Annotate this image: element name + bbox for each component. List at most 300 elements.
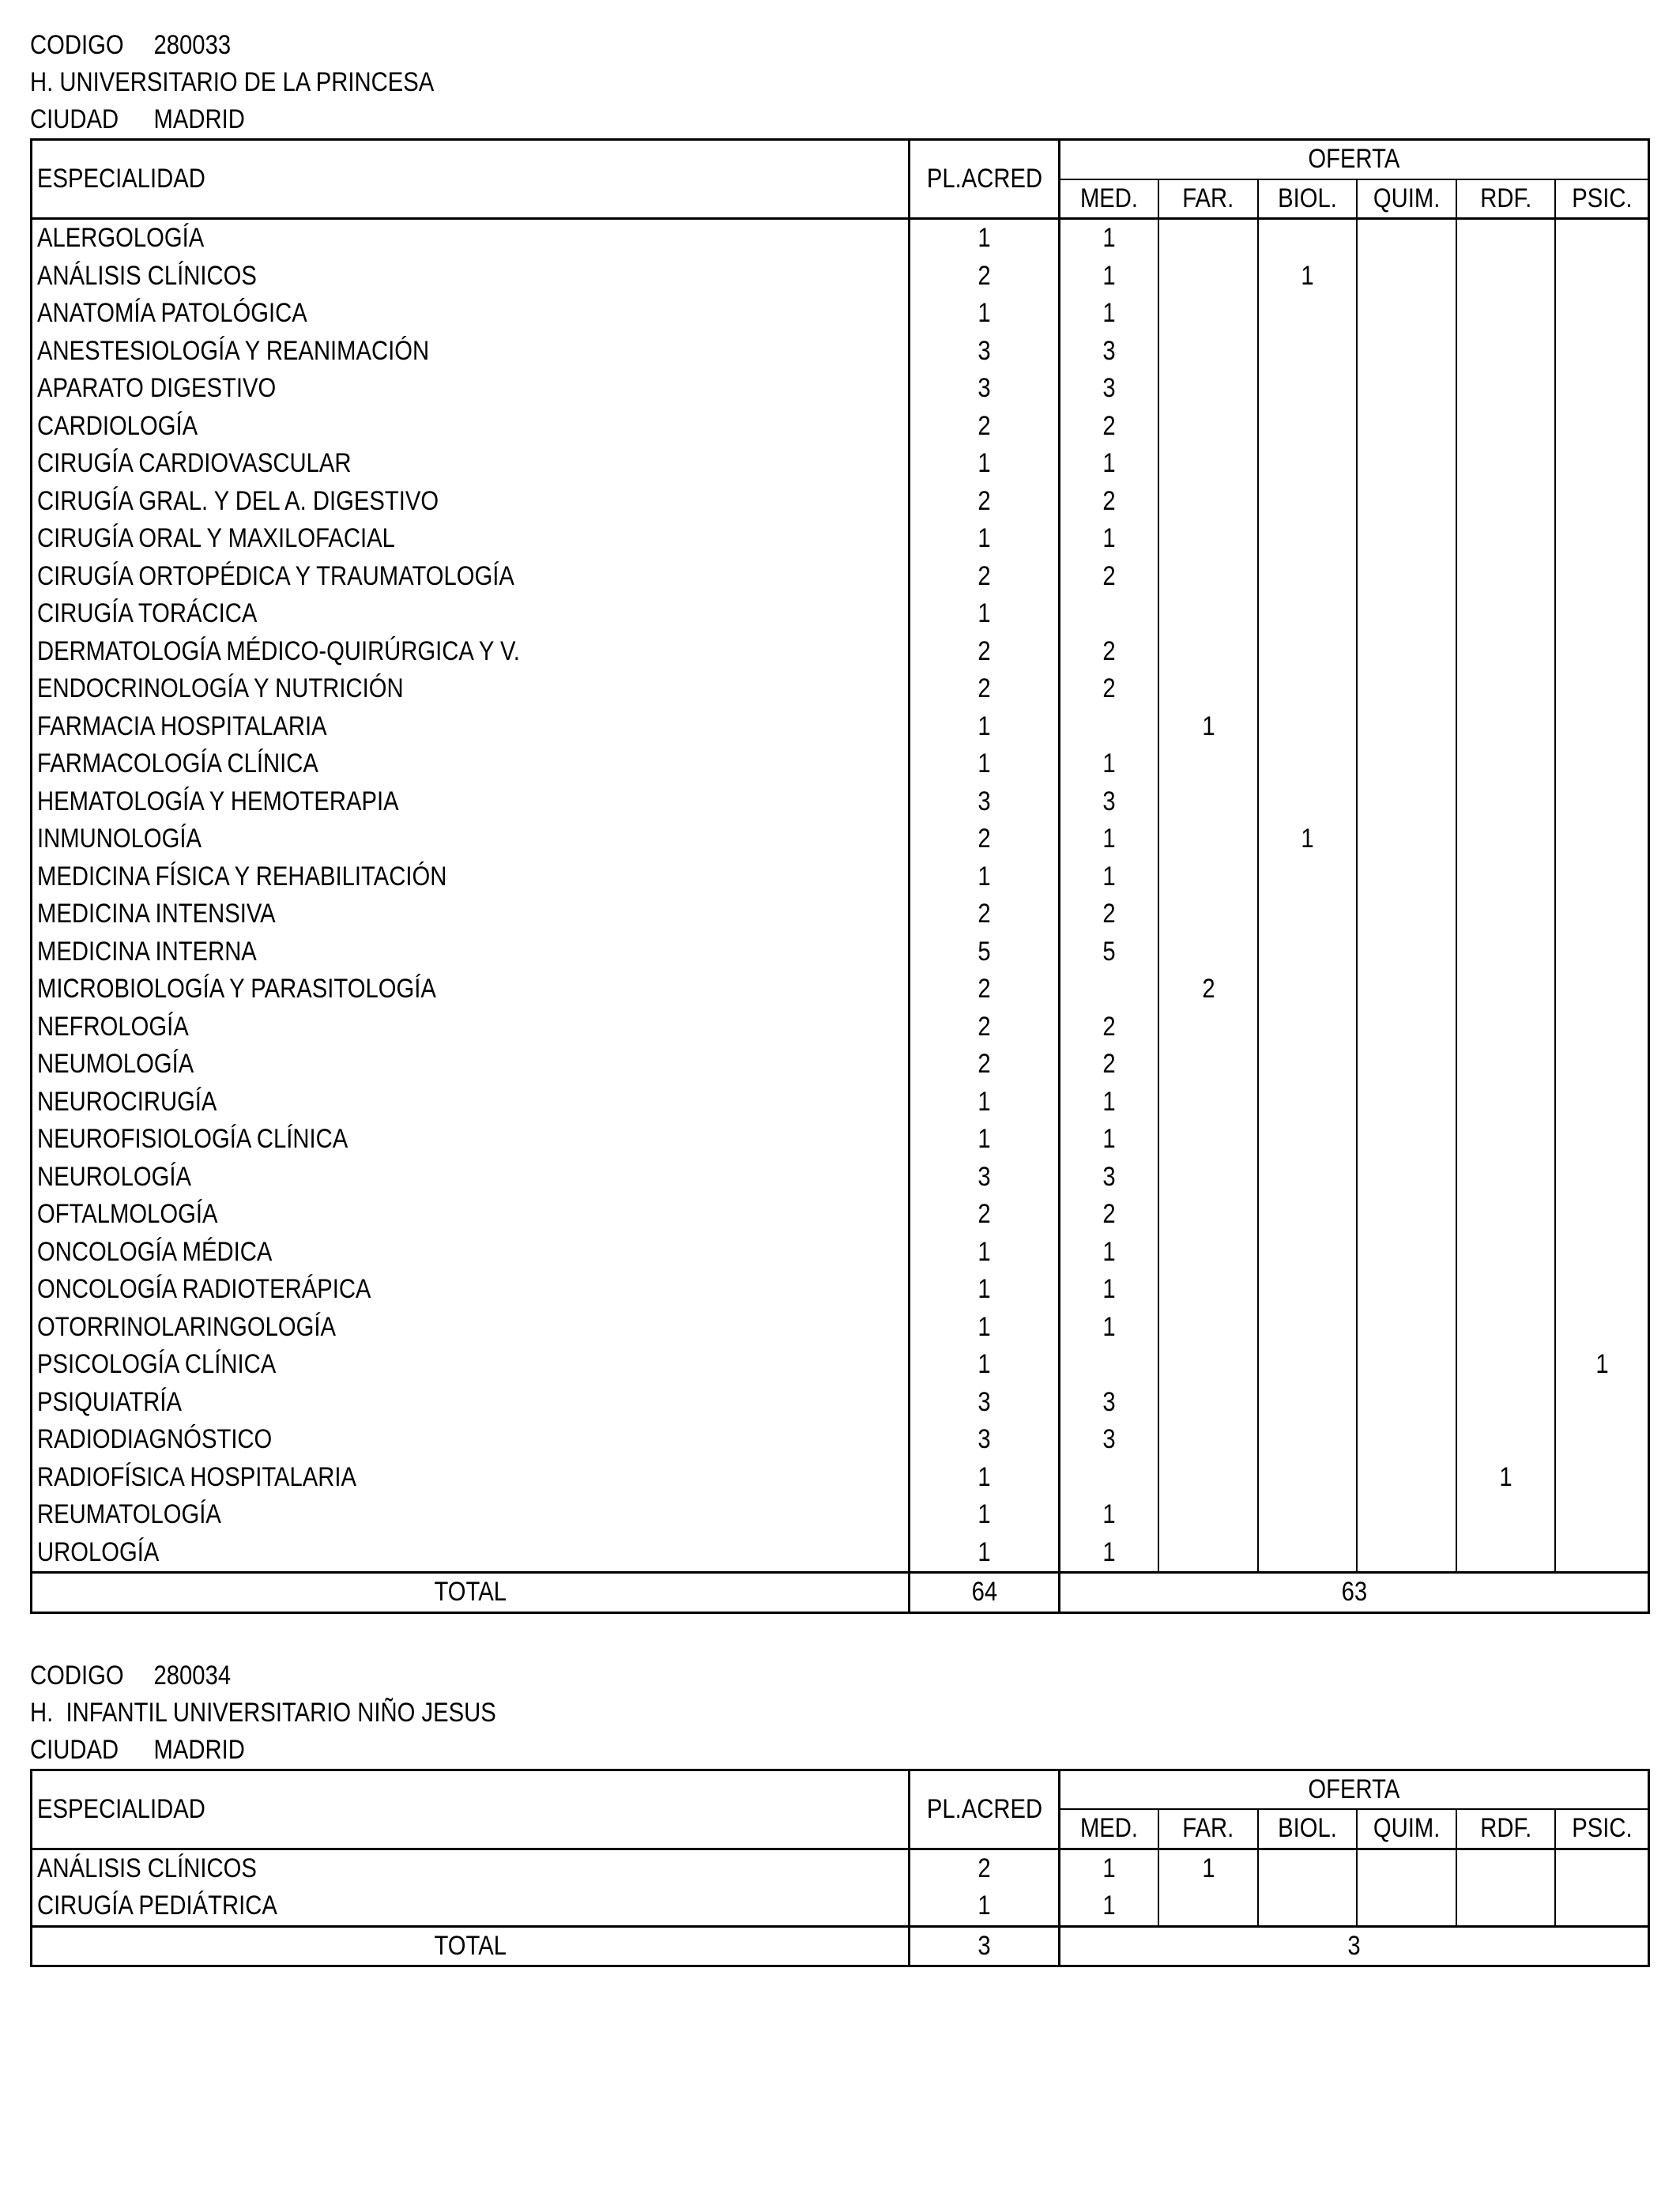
quim-cell [1357,408,1456,446]
quim-cell [1357,1008,1456,1046]
placred-cell: 3 [909,370,1060,408]
especialidad-cell: PSICOLOGÍA CLÍNICA [32,1346,910,1384]
rdf-cell [1456,1346,1555,1384]
biol-cell [1258,1309,1357,1347]
table-row [32,595,1649,633]
biol-cell [1258,933,1357,971]
biol-cell [1258,1046,1357,1084]
especialidad-cell: ANESTESIOLOGÍA Y REANIMACIÓN [32,333,910,371]
rdf-cell [1456,1887,1555,1926]
header-quim: QUIM. [1357,179,1456,219]
med-cell [1060,708,1158,746]
psic-cell [1555,1196,1648,1234]
med-cell: 1 [1060,445,1158,483]
quim-cell [1357,820,1456,858]
table-row [32,1271,1649,1309]
psic-cell [1555,1459,1648,1497]
quim-cell [1357,333,1456,371]
placred-cell: 2 [909,1849,1060,1887]
far-cell [1158,1421,1257,1459]
psic-cell [1555,1887,1648,1926]
especialidad-cell: MICROBIOLOGÍA Y PARASITOLOGÍA [32,971,910,1008]
quim-cell [1357,1384,1456,1422]
especialidad-cell: CIRUGÍA TORÁCICA [32,595,910,633]
quim-cell [1357,370,1456,408]
rdf-cell [1456,633,1555,671]
header-far: FAR. [1158,1809,1257,1849]
quim-cell [1357,1849,1456,1887]
far-cell [1158,258,1257,296]
especialidad-cell: MEDICINA FÍSICA Y REHABILITACIÓN [32,858,910,896]
especialidad-cell: ONCOLOGÍA RADIOTERÁPICA [32,1271,910,1309]
table-row [32,370,1649,408]
table-row [32,520,1649,558]
med-cell: 3 [1060,783,1158,821]
placred-cell: 2 [909,895,1060,933]
placred-cell: 1 [909,295,1060,333]
placred-cell: 2 [909,971,1060,1008]
quim-cell [1357,520,1456,558]
far-cell [1158,483,1257,521]
table-row [32,1196,1649,1234]
hospital-block [30,1657,1650,1968]
header-psic: PSIC. [1555,1809,1648,1849]
placred-cell: 1 [909,1534,1060,1573]
biol-cell [1258,670,1357,708]
far-cell [1158,520,1257,558]
psic-cell [1555,1384,1648,1422]
biol-cell [1258,783,1357,821]
med-cell [1060,971,1158,1008]
biol-cell: 1 [1258,820,1357,858]
header-med: MED. [1060,1809,1158,1849]
rdf-cell [1456,333,1555,371]
especialidad-cell: INMUNOLOGÍA [32,820,910,858]
far-cell [1158,219,1257,258]
table-row [32,333,1649,371]
document-sheet [30,27,1650,1967]
especialidad-cell: APARATO DIGESTIVO [32,370,910,408]
quim-cell [1357,1121,1456,1159]
placred-cell: 1 [909,1234,1060,1272]
table-row [32,1384,1649,1422]
placred-cell: 3 [909,783,1060,821]
especialidad-cell: RADIOFÍSICA HOSPITALARIA [32,1459,910,1497]
placred-cell: 2 [909,1196,1060,1234]
med-cell: 1 [1060,1084,1158,1122]
psic-cell [1555,1421,1648,1459]
placred-cell: 1 [909,1346,1060,1384]
rdf-cell [1456,1384,1555,1422]
header-biol: BIOL. [1258,1809,1357,1849]
biol-cell [1258,520,1357,558]
rdf-cell [1456,1534,1555,1573]
especialidad-cell: CIRUGÍA ORTOPÉDICA Y TRAUMATOLOGÍA [32,558,910,596]
especialidad-cell: OTORRINOLARINGOLOGÍA [32,1309,910,1347]
table-row [32,708,1649,746]
rdf-cell [1456,558,1555,596]
rdf-cell [1456,933,1555,971]
quim-cell [1357,895,1456,933]
table-row [32,670,1649,708]
psic-cell [1555,1008,1648,1046]
table-row [32,1849,1649,1887]
far-cell [1158,1196,1257,1234]
quim-cell [1357,1084,1456,1122]
header-biol: BIOL. [1258,179,1357,219]
biol-cell [1258,445,1357,483]
quim-cell [1357,1046,1456,1084]
total-row [32,1573,1649,1613]
far-cell [1158,933,1257,971]
biol-cell [1258,1159,1357,1197]
far-cell [1158,1084,1257,1122]
med-cell: 1 [1060,1309,1158,1347]
rdf-cell [1456,595,1555,633]
table-row [32,1346,1649,1384]
psic-cell [1555,633,1648,671]
med-cell: 2 [1060,1196,1158,1234]
rdf-cell [1456,370,1555,408]
placred-cell: 2 [909,1008,1060,1046]
placred-cell: 1 [909,1271,1060,1309]
med-cell: 2 [1060,558,1158,596]
placred-cell: 3 [909,1384,1060,1422]
rdf-cell [1456,520,1555,558]
biol-cell [1258,295,1357,333]
biol-cell [1258,1887,1357,1926]
far-cell [1158,445,1257,483]
med-cell: 1 [1060,520,1158,558]
total-placred: 64 [909,1573,1060,1613]
table-row [32,1459,1649,1497]
table-row [32,745,1649,783]
header-especialidad: ESPECIALIDAD [32,1770,910,1849]
psic-cell [1555,295,1648,333]
especialidad-cell: CIRUGÍA PEDIÁTRICA [32,1887,910,1926]
table-row [32,820,1649,858]
biol-cell [1258,1084,1357,1122]
med-cell: 1 [1060,295,1158,333]
psic-cell [1555,1534,1648,1573]
med-cell: 1 [1060,1534,1158,1573]
rdf-cell [1456,445,1555,483]
rdf-cell [1456,258,1555,296]
psic-cell [1555,745,1648,783]
med-cell: 1 [1060,1121,1158,1159]
med-cell: 2 [1060,1046,1158,1084]
med-cell [1060,595,1158,633]
rdf-cell: 1 [1456,1459,1555,1497]
section-gap [30,1614,1650,1657]
med-cell: 1 [1060,858,1158,896]
table-row [32,1309,1649,1347]
rdf-cell [1456,708,1555,746]
biol-cell [1258,971,1357,1008]
quim-cell [1357,445,1456,483]
psic-cell [1555,1271,1648,1309]
biol-cell [1258,1271,1357,1309]
table-row [32,1496,1649,1534]
biol-cell [1258,1496,1357,1534]
especialidad-cell: CIRUGÍA ORAL Y MAXILOFACIAL [32,520,910,558]
biol-cell [1258,1421,1357,1459]
rdf-cell [1456,1084,1555,1122]
med-cell: 3 [1060,333,1158,371]
med-cell: 1 [1060,745,1158,783]
med-cell [1060,1459,1158,1497]
med-cell: 3 [1060,1421,1158,1459]
rdf-cell [1456,670,1555,708]
biol-cell [1258,858,1357,896]
far-cell [1158,1534,1257,1573]
quim-cell [1357,1346,1456,1384]
psic-cell [1555,520,1648,558]
table-row [32,1046,1649,1084]
quim-cell [1357,595,1456,633]
table-header-row [32,1770,1649,1809]
med-cell: 2 [1060,1008,1158,1046]
codigo-value: 280033 [153,30,232,60]
table-row [32,1084,1649,1122]
table-row [32,558,1649,596]
rdf-cell [1456,971,1555,1008]
rdf-cell [1456,1046,1555,1084]
psic-cell [1555,445,1648,483]
especialidad-cell: ALERGOLOGÍA [32,219,910,258]
psic-cell [1555,333,1648,371]
table-row [32,445,1649,483]
placred-cell: 2 [909,1046,1060,1084]
especialidad-cell: CIRUGÍA GRAL. Y DEL A. DIGESTIVO [32,483,910,521]
psic-cell [1555,370,1648,408]
quim-cell [1357,745,1456,783]
placred-cell: 2 [909,408,1060,446]
especialidad-cell: DERMATOLOGÍA MÉDICO-QUIRÚRGICA Y V. [32,633,910,671]
med-cell: 1 [1060,1887,1158,1926]
biol-cell [1258,1121,1357,1159]
far-cell [1158,1384,1257,1422]
far-cell [1158,1159,1257,1197]
total-placred: 3 [909,1926,1060,1966]
total-label: TOTAL [32,1926,910,1966]
quim-cell [1357,1309,1456,1347]
far-cell [1158,1271,1257,1309]
biol-cell [1258,1384,1357,1422]
quim-cell [1357,558,1456,596]
placred-cell: 3 [909,1159,1060,1197]
especialidad-cell: ANÁLISIS CLÍNICOS [32,258,910,296]
rdf-cell [1456,1008,1555,1046]
psic-cell [1555,1046,1648,1084]
placred-cell: 1 [909,1459,1060,1497]
placred-cell: 2 [909,258,1060,296]
rdf-cell [1456,1849,1555,1887]
biol-cell [1258,745,1357,783]
biol-cell [1258,895,1357,933]
med-cell [1060,1346,1158,1384]
far-cell [1158,1234,1257,1272]
table-row [32,1159,1649,1197]
header-quim: QUIM. [1357,1809,1456,1849]
placred-cell: 1 [909,1121,1060,1159]
far-cell [1158,858,1257,896]
table-row [32,1534,1649,1573]
rdf-cell [1456,1496,1555,1534]
placred-cell: 1 [909,1496,1060,1534]
especialidad-cell: NEFROLOGÍA [32,1008,910,1046]
quim-cell [1357,1496,1456,1534]
far-cell: 1 [1158,1849,1257,1887]
far-cell [1158,1346,1257,1384]
far-cell [1158,895,1257,933]
psic-cell [1555,820,1648,858]
quim-cell [1357,783,1456,821]
biol-cell [1258,595,1357,633]
med-cell: 1 [1060,1849,1158,1887]
especialidad-cell: MEDICINA INTENSIVA [32,895,910,933]
far-cell [1158,1459,1257,1497]
header-oferta: OFERTA [1308,144,1400,175]
placred-cell: 2 [909,558,1060,596]
table-row [32,408,1649,446]
psic-cell [1555,1084,1648,1122]
psic-cell [1555,1496,1648,1534]
header-oferta: OFERTA [1308,1774,1400,1804]
codigo-line [30,1657,1423,1695]
especialidad-cell: UROLOGÍA [32,1534,910,1573]
header-far: FAR. [1158,179,1257,219]
med-cell: 1 [1060,258,1158,296]
psic-cell [1555,971,1648,1008]
med-cell: 1 [1060,219,1158,258]
med-cell: 1 [1060,1234,1158,1272]
rdf-cell [1456,1121,1555,1159]
quim-cell [1357,1234,1456,1272]
quim-cell [1357,971,1456,1008]
header-psic: PSIC. [1555,179,1648,219]
biol-cell [1258,1459,1357,1497]
biol-cell [1258,333,1357,371]
quim-cell [1357,1159,1456,1197]
table-row [32,895,1649,933]
total-oferta: 63 [1060,1573,1649,1613]
ciudad-value: MADRID [153,104,245,134]
codigo-label: CODIGO [30,30,124,60]
far-cell: 1 [1158,708,1257,746]
quim-cell [1357,258,1456,296]
biol-cell [1258,633,1357,671]
table-row [32,1008,1649,1046]
especialidad-cell: CIRUGÍA CARDIOVASCULAR [32,445,910,483]
far-cell [1158,633,1257,671]
biol-cell [1258,1534,1357,1573]
codigo-value: 280034 [153,1660,232,1691]
table-row [32,783,1649,821]
far-cell [1158,333,1257,371]
psic-cell [1555,558,1648,596]
rdf-cell [1456,1271,1555,1309]
psic-cell [1555,670,1648,708]
psic-cell [1555,219,1648,258]
far-cell [1158,783,1257,821]
hospital-block [30,27,1650,1614]
especialidad-cell: NEUROLOGÍA [32,1159,910,1197]
med-cell: 2 [1060,670,1158,708]
placred-cell: 2 [909,670,1060,708]
placred-cell: 1 [909,219,1060,258]
med-cell: 1 [1060,820,1158,858]
rdf-cell [1456,295,1555,333]
quim-cell [1357,1459,1456,1497]
rdf-cell [1456,483,1555,521]
far-cell [1158,1008,1257,1046]
rdf-cell [1456,1234,1555,1272]
med-cell: 2 [1060,895,1158,933]
placred-cell: 1 [909,1887,1060,1926]
psic-cell [1555,1121,1648,1159]
table-row [32,971,1649,1008]
especialidad-cell: HEMATOLOGÍA Y HEMOTERAPIA [32,783,910,821]
especialidad-cell: NEUROFISIOLOGÍA CLÍNICA [32,1121,910,1159]
biol-cell [1258,370,1357,408]
placred-cell: 1 [909,595,1060,633]
especialidad-cell: CARDIOLOGÍA [32,408,910,446]
rdf-cell [1456,1421,1555,1459]
rdf-cell [1456,1309,1555,1347]
specialty-table [30,1769,1650,1968]
biol-cell [1258,1849,1357,1887]
biol-cell [1258,558,1357,596]
psic-cell [1555,783,1648,821]
especialidad-cell: REUMATOLOGÍA [32,1496,910,1534]
rdf-cell [1456,1159,1555,1197]
far-cell [1158,670,1257,708]
ciudad-value: MADRID [153,1734,245,1765]
far-cell [1158,1887,1257,1926]
rdf-cell [1456,219,1555,258]
quim-cell [1357,483,1456,521]
table-row [32,1121,1649,1159]
ciudad-label: CIUDAD [30,1734,119,1765]
header-med: MED. [1060,179,1158,219]
psic-cell [1555,1159,1648,1197]
far-cell [1158,1121,1257,1159]
quim-cell [1357,933,1456,971]
rdf-cell [1456,820,1555,858]
quim-cell [1357,670,1456,708]
especialidad-cell: ONCOLOGÍA MÉDICA [32,1234,910,1272]
header-placred: PL.ACRED [909,1770,1060,1849]
specialty-table [30,138,1650,1614]
especialidad-cell: ENDOCRINOLOGÍA Y NUTRICIÓN [32,670,910,708]
rdf-cell [1456,858,1555,896]
psic-cell: 1 [1595,1349,1609,1380]
psic-cell [1555,1309,1648,1347]
placred-cell: 1 [909,1084,1060,1122]
far-cell [1158,558,1257,596]
rdf-cell [1456,895,1555,933]
psic-cell [1555,595,1648,633]
quim-cell [1357,1421,1456,1459]
quim-cell [1357,1271,1456,1309]
especialidad-cell: FARMACIA HOSPITALARIA [32,708,910,746]
header-rdf: RDF. [1456,179,1555,219]
psic-cell [1555,483,1648,521]
especialidad-cell: NEUROCIRUGÍA [32,1084,910,1122]
med-cell: 2 [1060,408,1158,446]
biol-cell [1258,1196,1357,1234]
